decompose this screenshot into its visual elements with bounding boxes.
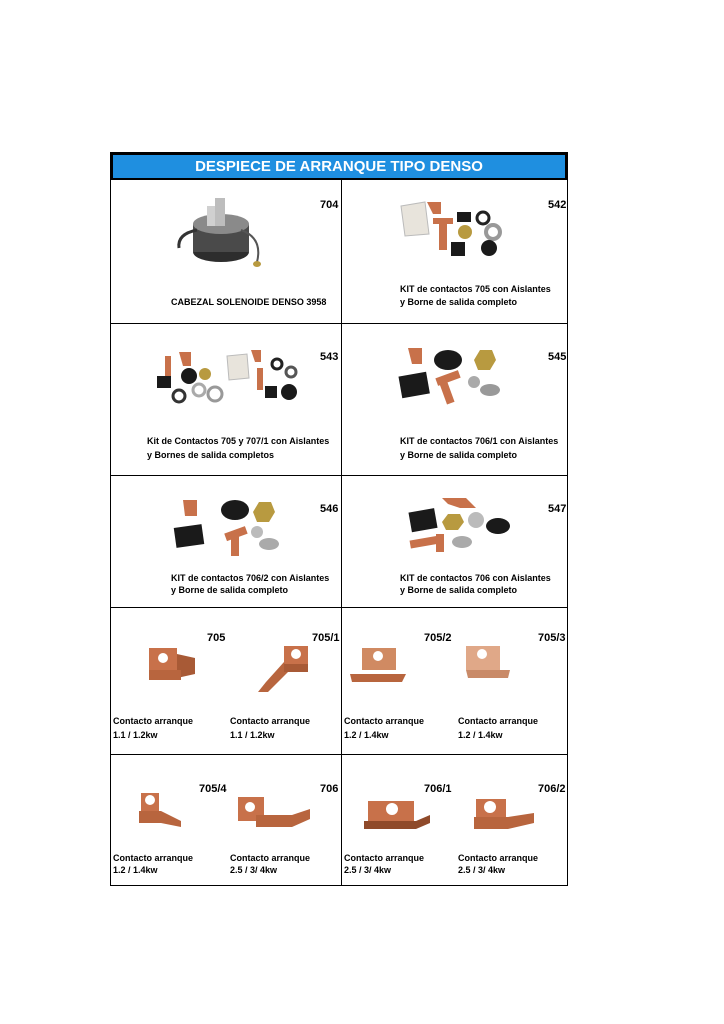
- kit-description-line-1: KIT de contactos 705 con Aislantes: [400, 284, 551, 294]
- contact-power: 2.5 / 3/ 4kw: [344, 865, 392, 875]
- contact-cell-706: [228, 755, 342, 886]
- kit-code: 545: [548, 351, 567, 363]
- contact-kit-photo: [155, 348, 301, 410]
- contact-cell-706-2: [456, 755, 568, 886]
- kit-code: 547: [548, 503, 567, 515]
- copper-contact-photo: [143, 644, 199, 690]
- kit-code: 546: [320, 503, 339, 515]
- contact-cell-705-1: [228, 608, 342, 754]
- kit-code: 704: [320, 199, 339, 211]
- contact-name: Contacto arranque: [113, 716, 194, 726]
- kit-cell-547: [342, 476, 568, 607]
- parts-sheet: [110, 152, 568, 886]
- contact-cell-705-3: [456, 608, 568, 754]
- kit-cell-546: [111, 476, 341, 607]
- contact-name: Contacto arranque: [344, 853, 425, 863]
- kit-cell-543: [111, 324, 341, 475]
- kit-code: 542: [548, 199, 567, 211]
- solenoid-head-photo: [167, 190, 271, 270]
- contact-cell-706-1: [342, 755, 456, 886]
- contact-code: 705/2: [424, 632, 452, 644]
- contact-power: 1.1 / 1.2kw: [113, 730, 158, 740]
- contact-code: 706/1: [424, 783, 452, 795]
- copper-contact-photo: [348, 644, 410, 690]
- kit-description-line-2: y Borne de salida completo: [400, 450, 518, 460]
- contact-code: 706: [320, 783, 339, 795]
- kit-description-line-2: y Borne de salida completo: [400, 585, 518, 595]
- kit-description-line-2: y Borne de salida completo: [400, 297, 518, 307]
- kit-cell-704: [111, 180, 341, 323]
- copper-contact-photo: [462, 642, 514, 690]
- contact-code: 705/3: [538, 632, 566, 644]
- kit-description-line-1: Kit de Contactos 705 y 707/1 con Aislantes: [147, 436, 330, 446]
- kit-cell-545: [342, 324, 568, 475]
- contact-code: 705/4: [199, 783, 227, 795]
- contact-name: Contacto arranque: [230, 853, 311, 863]
- copper-contact-photo: [470, 793, 540, 835]
- kit-description-line-2: y Bornes de salida completos: [147, 450, 275, 460]
- contact-cell-705-2: [342, 608, 456, 754]
- contact-name: Contacto arranque: [113, 853, 194, 863]
- copper-contact-photo: [133, 789, 187, 837]
- contact-kit-photo: [173, 496, 283, 560]
- contact-kit-photo: [396, 344, 506, 410]
- copper-contact-photo: [362, 795, 432, 835]
- kit-code: 543: [320, 351, 339, 363]
- contact-name: Contacto arranque: [458, 716, 539, 726]
- contact-name: Contacto arranque: [344, 716, 425, 726]
- copper-contact-photo: [254, 644, 324, 696]
- kit-description-line-2: CABEZAL SOLENOIDE DENSO 3958: [171, 297, 327, 307]
- kit-description-line-1: KIT de contactos 706 con Aislantes: [400, 573, 551, 583]
- contact-code: 705: [207, 632, 226, 644]
- contact-power: 2.5 / 3/ 4kw: [458, 865, 506, 875]
- kit-description-line-1: KIT de contactos 706/1 con Aislantes: [400, 436, 559, 446]
- kit-description-line-2: y Borne de salida completo: [171, 585, 289, 595]
- sheet-title: DESPIECE DE ARRANQUE TIPO DENSO: [111, 153, 567, 180]
- contact-kit-photo: [406, 492, 518, 562]
- contact-power: 1.1 / 1.2kw: [230, 730, 275, 740]
- contact-power: 2.5 / 3/ 4kw: [230, 865, 278, 875]
- copper-contact-photo: [234, 789, 316, 839]
- contact-code: 705/1: [312, 632, 340, 644]
- kit-description-line-1: KIT de contactos 706/2 con Aislantes: [171, 573, 330, 583]
- contact-code: 706/2: [538, 783, 566, 795]
- kit-cell-542: [342, 180, 568, 323]
- contact-power: 1.2 / 1.4kw: [113, 865, 158, 875]
- contact-power: 1.2 / 1.4kw: [344, 730, 389, 740]
- contact-name: Contacto arranque: [458, 853, 539, 863]
- contact-name: Contacto arranque: [230, 716, 311, 726]
- contact-power: 1.2 / 1.4kw: [458, 730, 503, 740]
- contact-kit-photo: [397, 198, 509, 262]
- contact-cell-705-4: [111, 755, 228, 886]
- contact-cell-705: [111, 608, 228, 754]
